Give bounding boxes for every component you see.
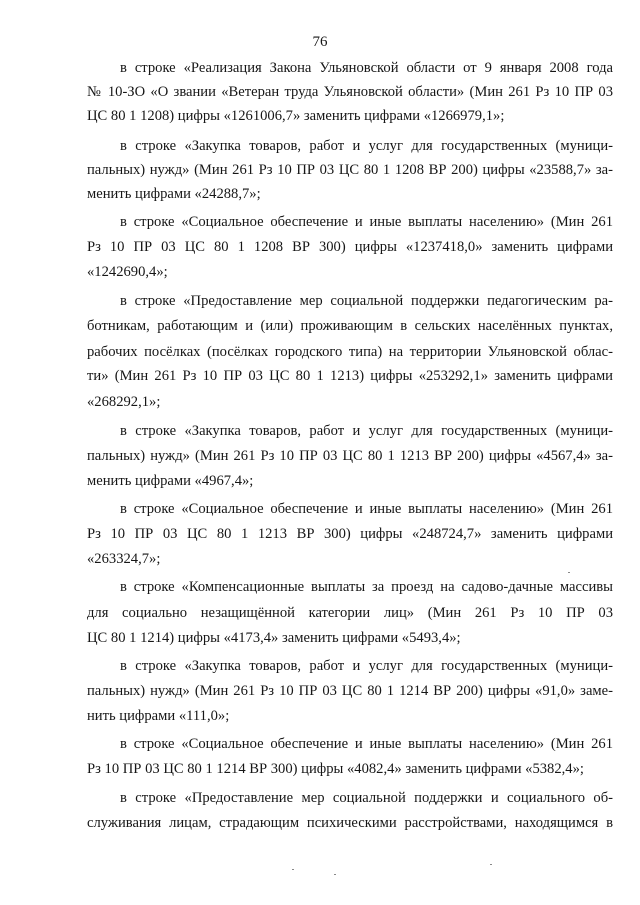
text-line: пальных) нужд» (Мин 261 Рз 10 ПР 03 ЦС 80 1 1213 ВР 200) цифры «4567,4» за-	[87, 448, 613, 464]
text-line: в строке «Реализация Закона Ульяновской области от 9 января 2008 года	[120, 60, 613, 76]
text-line: ЦС 80 1 1208) цифры «1261006,7» заменить цифрами «1266979,1»;	[87, 108, 505, 124]
scan-speck	[490, 864, 492, 865]
scan-speck	[292, 869, 294, 870]
text-line: «263324,7»;	[87, 551, 161, 567]
text-line: в строке «Закупка товаров, работ и услуг для государственных (муници-	[120, 658, 613, 674]
text-line: в строке «Предоставление мер социальной поддержки и социального об-	[120, 790, 613, 806]
text-line: рабочих посёлках (посёлках городского типа) на территории Ульяновской облас-	[87, 344, 613, 360]
text-line: менить цифрами «4967,4»;	[87, 473, 254, 489]
text-line: менить цифрами «24288,7»;	[87, 186, 261, 202]
text-line: «268292,1»;	[87, 394, 161, 410]
text-line: в строке «Предоставление мер социальной поддержки педагогическим ра-	[120, 293, 613, 309]
text-line: ти» (Мин 261 Рз 10 ПР 03 ЦС 80 1 1213) цифры «253292,1» заменить цифрами	[87, 368, 613, 384]
text-line: служивания лицам, страдающим психическими расстройствами, находящимся в	[87, 815, 613, 831]
text-line: «1242690,4»;	[87, 264, 168, 280]
text-line: в строке «Социальное обеспечение и иные выплаты населению» (Мин 261	[120, 736, 613, 752]
text-line: в строке «Социальное обеспечение и иные выплаты населению» (Мин 261	[120, 501, 613, 517]
page-number: 76	[312, 34, 328, 50]
text-line: ЦС 80 1 1214) цифры «4173,4» заменить цифрами «5493,4»;	[87, 630, 461, 646]
text-line: нить цифрами «111,0»;	[87, 708, 230, 724]
text-line: в строке «Закупка товаров, работ и услуг для государственных (муници-	[120, 423, 613, 439]
text-line: в строке «Закупка товаров, работ и услуг для государственных (муници-	[120, 138, 613, 154]
scan-speck	[334, 874, 336, 875]
text-line: ботникам, работающим и (или) проживающим в сельских населённых пунктах,	[87, 318, 613, 334]
text-line: пальных) нужд» (Мин 261 Рз 10 ПР 03 ЦС 80 1 1208 ВР 200) цифры «23588,7» за-	[87, 162, 613, 178]
text-line: в строке «Социальное обеспечение и иные выплаты населению» (Мин 261	[120, 214, 613, 230]
text-line: в строке «Компенсационные выплаты за проезд на садово-дачные массивы	[120, 579, 613, 595]
text-line: Рз 10 ПР 03 ЦС 80 1 1208 ВР 300) цифры «1237418,0» заменить цифрами	[87, 239, 613, 255]
text-line: для социально незащищённой категории лиц» (Мин 261 Рз 10 ПР 03	[87, 605, 613, 621]
text-line: Рз 10 ПР 03 ЦС 80 1 1213 ВР 300) цифры «248724,7» заменить цифрами	[87, 526, 613, 542]
text-line: Рз 10 ПР 03 ЦС 80 1 1214 ВР 300) цифры «4082,4» заменить цифрами «5382,4»;	[87, 761, 584, 777]
scan-speck	[568, 572, 570, 573]
text-line: № 10-ЗО «О звании «Ветеран труда Ульяновской области» (Мин 261 Рз 10 ПР 03	[87, 84, 613, 100]
text-line: пальных) нужд» (Мин 261 Рз 10 ПР 03 ЦС 80 1 1214 ВР 200) цифры «91,0» заме-	[87, 683, 613, 699]
